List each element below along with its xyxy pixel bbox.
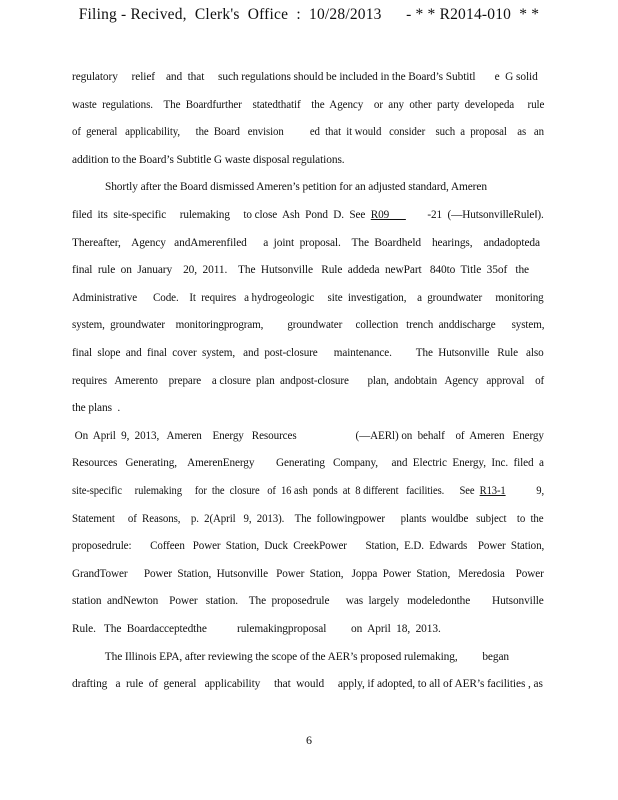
text-segment: system, groundwater monitoringprogram, groundwater collection trench anddischarge system, (72, 319, 545, 331)
text-segment: Rule. The Boardacceptedthe rulemakingproposal on April 18, 2013. (72, 623, 441, 635)
text-segment: Resources Generating, AmerenEnergy Generating Company, and Electric Energy, Inc. filed a (72, 457, 544, 469)
text-line (72, 98, 544, 112)
text-segment: final rule on January 20, 2011. The Hutsonville Rule addeda newPart 840to Title 35of the (72, 264, 530, 276)
text-line (72, 346, 544, 360)
text-line (72, 374, 544, 388)
text-line (72, 567, 544, 581)
text-segment: Administrative Code. It requires a hydrogeologic site investigation, a groundwater monitoring (72, 292, 544, 304)
text-segment: of general applicability, the Board envision ed that it would consider such a proposal as an (72, 126, 544, 138)
text-line (72, 208, 544, 222)
filing-header: Filing - Recived, Clerk's Office : 10/28/2013 - * * R2014-010 * * (78, 6, 540, 23)
text-segment: 9, (505, 485, 545, 497)
text-line (72, 650, 509, 664)
text-line (72, 401, 120, 415)
text-segment: proposedrule: Coffeen Power Station, Duck CreekPower Station, E.D. Edwards Power Station, (72, 540, 545, 552)
text-segment: the plans . (72, 402, 121, 414)
text-segment: e G solid (475, 71, 538, 83)
text-segment: Thereafter, Agency andAmerenfiled a joint proposal. The Boardheld hearings, andadopteda (72, 237, 540, 249)
text-segment: The Illinois EPA, after reviewing the scope of the AER’s proposed rulemaking, began (72, 651, 510, 663)
text-line (72, 291, 544, 305)
text-segment: station andNewton Power station. The proposedrule was largely modeledonthe Hutsonville (72, 595, 544, 607)
text-segment: , as (525, 678, 543, 690)
text-segment: Shortly after the Board dismissed Ameren’s petition for an adjusted standard, Ameren (72, 181, 487, 193)
text-line (72, 318, 544, 332)
text-line (72, 677, 543, 691)
text-segment: site-specific rulemaking for the closure of 16 ash ponds at 8 different facilities. See (72, 485, 480, 497)
text-line (72, 125, 544, 139)
page-number: 6 (306, 733, 312, 747)
text-segment: waste regulations. The Boardfurther statedthatif the Agency or any other party developeda rule (72, 99, 545, 111)
text-segment: On April 9, 2013, Ameren Energy Resources (—AERl) on behalf of Ameren Energy (72, 430, 544, 442)
text-line (72, 263, 529, 277)
text-line (72, 594, 544, 608)
text-segment: regulatory relief and that (72, 71, 219, 83)
text-line (72, 512, 544, 526)
text-segment: addition to the Board’s Subtitle G waste disposal regulations. (72, 154, 345, 166)
docket-reference: R13-1 (479, 485, 506, 497)
text-segment: drafting a rule of general applicability that would (72, 678, 338, 690)
docket-reference: R09___ (370, 209, 406, 221)
text-segment: such regulations should be included in the Board’s Subtitl (218, 71, 476, 83)
text-line (72, 539, 544, 553)
text-segment: final slope and final cover system, and post-closure maintenance. The Hutsonville Rule also (72, 347, 544, 359)
text-line (72, 70, 538, 84)
text-segment: apply, if adopted, to all of AER’s facilities (337, 678, 526, 690)
text-line (72, 429, 544, 443)
text-line (72, 153, 345, 167)
text-line (72, 622, 441, 636)
text-segment: GrandTower Power Station, Hutsonville Power Station, Joppa Power Station, Meredosia Power (72, 568, 544, 580)
text-segment: Statement of Reasons, p. 2(April 9, 2013). The followingpower plants wouldbe subject to the (72, 513, 544, 525)
text-line (72, 484, 544, 498)
text-segment: -21 (—HutsonvilleRule‖). (405, 209, 544, 221)
text-line (72, 456, 544, 470)
text-segment: filed its site-specific rulemaking to close Ash Pond D. See (72, 209, 371, 221)
text-line (72, 180, 487, 194)
text-segment: requires Amerento prepare a closure plan andpost-closure plan, andobtain Agency approval of (72, 375, 545, 387)
text-line (72, 236, 540, 250)
